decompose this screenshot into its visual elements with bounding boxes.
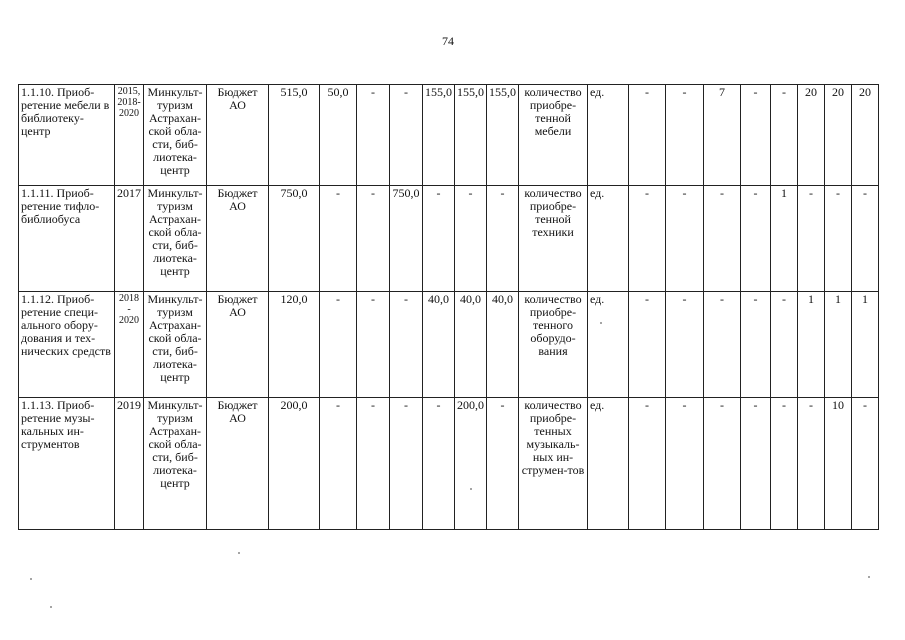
amount-cell: 120,0 — [269, 292, 320, 398]
years-cell: 2017 — [115, 186, 144, 292]
unit-cell: ед. — [588, 85, 629, 186]
amount-cell: - — [390, 398, 423, 530]
executor-cell: Минкульт-туризм Астрахан-ской обла-сти, биб-лиотека-центр — [144, 398, 207, 530]
target-value-cell: - — [741, 186, 771, 292]
amount-cell: - — [390, 85, 423, 186]
amount-cell: - — [357, 186, 390, 292]
scan-speck — [868, 576, 870, 578]
unit-cell: ед. — [588, 292, 629, 398]
amount-cell: 200,0 — [269, 398, 320, 530]
scan-speck — [30, 578, 32, 580]
amount-cell: - — [320, 292, 357, 398]
measure-name-cell: 1.1.13. Приоб-ретение музы-кальных ин-струментов — [19, 398, 115, 530]
executor-cell: Минкульт-туризм Астрахан-ской обла-сти, биб-лиотека-центр — [144, 85, 207, 186]
target-value-cell: - — [741, 85, 771, 186]
measure-name-cell: 1.1.10. Приоб-ретение мебели в библиотеку-центр — [19, 85, 115, 186]
unit-cell: ед. — [588, 398, 629, 530]
funding-source-cell: Бюджет АО — [207, 186, 269, 292]
amount-cell: - — [487, 186, 519, 292]
indicator-cell: количество приобре-тенной мебели — [519, 85, 588, 186]
target-value-cell: - — [704, 186, 741, 292]
target-value-cell: - — [704, 398, 741, 530]
table-row — [19, 398, 879, 530]
amount-cell: - — [390, 292, 423, 398]
target-value-cell: - — [629, 398, 666, 530]
target-value-cell: 7 — [704, 85, 741, 186]
target-value-cell: - — [666, 398, 704, 530]
target-value-cell: - — [741, 398, 771, 530]
target-value-cell: - — [741, 292, 771, 398]
scan-speck — [238, 552, 240, 554]
indicator-cell: количество приобре-тенных музыкаль-ных ин-струмен-тов — [519, 398, 588, 530]
funding-source-cell: Бюджет АО — [207, 292, 269, 398]
amount-cell: 40,0 — [455, 292, 487, 398]
target-value-cell: - — [629, 186, 666, 292]
table-row — [19, 292, 879, 398]
target-value-cell: - — [771, 398, 798, 530]
amount-cell: 155,0 — [423, 85, 455, 186]
target-value-cell: 1 — [852, 292, 879, 398]
amount-cell: 40,0 — [423, 292, 455, 398]
target-value-cell: - — [629, 85, 666, 186]
target-value-cell: - — [771, 292, 798, 398]
amount-cell: - — [357, 292, 390, 398]
years-cell: 2015, 2018-2020 — [115, 85, 144, 186]
funding-source-cell: Бюджет АО — [207, 398, 269, 530]
indicator-cell: количество приобре-тенного оборудо-вания — [519, 292, 588, 398]
amount-cell: - — [320, 398, 357, 530]
target-value-cell: - — [825, 186, 852, 292]
scan-speck — [50, 606, 52, 608]
executor-cell: Минкульт-туризм Астрахан-ской обла-сти, биб-лиотека-центр — [144, 292, 207, 398]
target-value-cell: 20 — [798, 85, 825, 186]
target-value-cell: 20 — [852, 85, 879, 186]
amount-cell: 750,0 — [269, 186, 320, 292]
amount-cell: 515,0 — [269, 85, 320, 186]
measure-name-cell: 1.1.11. Приоб-ретение тифло-библиобуса — [19, 186, 115, 292]
target-value-cell: - — [798, 398, 825, 530]
target-value-cell: - — [666, 292, 704, 398]
amount-cell: 40,0 — [487, 292, 519, 398]
amount-cell: - — [357, 85, 390, 186]
years-cell: 2019 — [115, 398, 144, 530]
program-table — [18, 84, 879, 530]
target-value-cell: - — [666, 186, 704, 292]
amount-cell: 200,0 — [455, 398, 487, 530]
page-number: 74 — [442, 34, 454, 48]
amount-cell: - — [357, 398, 390, 530]
target-value-cell: - — [798, 186, 825, 292]
target-value-cell: 10 — [825, 398, 852, 530]
amount-cell: 155,0 — [455, 85, 487, 186]
amount-cell: - — [423, 186, 455, 292]
target-value-cell: - — [704, 292, 741, 398]
target-value-cell: - — [852, 398, 879, 530]
target-value-cell: 1 — [771, 186, 798, 292]
target-value-cell: - — [852, 186, 879, 292]
amount-cell: 50,0 — [320, 85, 357, 186]
unit-cell: ед. — [588, 186, 629, 292]
target-value-cell: - — [771, 85, 798, 186]
indicator-cell: количество приобре-тенной техники — [519, 186, 588, 292]
amount-cell: - — [320, 186, 357, 292]
amount-cell: 155,0 — [487, 85, 519, 186]
measure-name-cell: 1.1.12. Приоб-ретение специ-ального обору-дования и тех-нических средств — [19, 292, 115, 398]
amount-cell: 750,0 — [390, 186, 423, 292]
funding-source-cell: Бюджет АО — [207, 85, 269, 186]
table-row — [19, 85, 879, 186]
target-value-cell: 1 — [798, 292, 825, 398]
executor-cell: Минкульт-туризм Астрахан-ской обла-сти, биб-лиотека-центр — [144, 186, 207, 292]
amount-cell: - — [487, 398, 519, 530]
target-value-cell: - — [666, 85, 704, 186]
target-value-cell: 20 — [825, 85, 852, 186]
years-cell: 2018 - 2020 — [115, 292, 144, 398]
amount-cell: - — [423, 398, 455, 530]
target-value-cell: - — [629, 292, 666, 398]
target-value-cell: 1 — [825, 292, 852, 398]
table-row — [19, 186, 879, 292]
amount-cell: - — [455, 186, 487, 292]
